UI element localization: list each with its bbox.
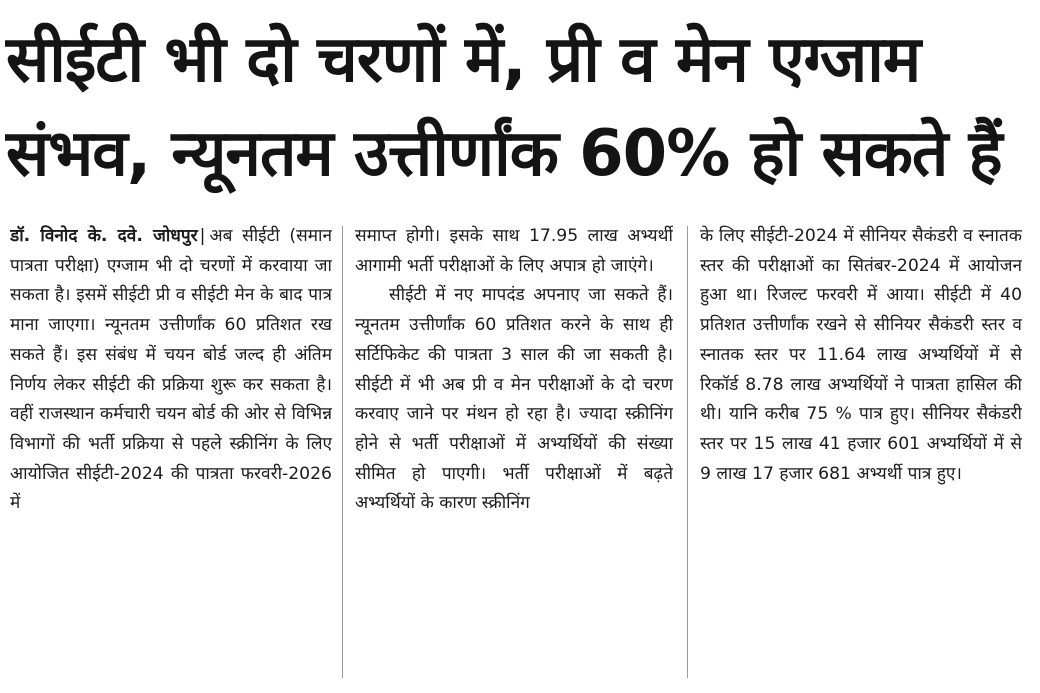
byline: डॉ. विनोद के. दवे. जोधपुर: [10, 226, 198, 246]
article-column-2: [355, 222, 673, 684]
column-1-lead-text: अब सीईटी (समान पात्रता परीक्षा) एग्जाम भी दो चरणों में करवाया जा सकता है। इसमें सीईटी प्री व सीईटी मेन के बाद पात्र माना जाएगा। न्यूनतम उत्तीर्णांक 60 प्रतिशत रख सकते हैं। इस संबंध में चयन बोर्ड जल्द ही अंतिम निर्णय लेकर सीईटी की प्रक्रिया शुरू कर सकता है। वहीं राजस्थान कर्मचारी चयन बोर्ड की ओर से विभिन्न विभागों की भर्ती प्रक्रिया से पहले स्क्रीनिंग के लिए आयोजित सीईटी-2024 की पात्रता फरवरी-2026 में: [10, 226, 332, 514]
byline-separator: |: [199, 226, 206, 246]
column-2-paragraph-2: सीईटी में नए मापदंड अपनाए जा सकते हैं। न्यूनतम उत्तीर्णांक 60 प्रतिशत करने के साथ ही सर्टिफिकेट की पात्रता 3 साल की जा सकती है। सीईटी में भी अब प्री व मेन परीक्षाओं के दो चरण करवाए जाने पर मंथन हो रहा है। ज्यादा स्क्रीनिंग होने से भर्ती परीक्षाओं में अभ्यर्थियों की संख्या सीमित हो पाएगी। भर्ती परीक्षाओं में बढ़ते अभ्यर्थियों के कारण स्क्रीनिंग: [355, 285, 673, 514]
article-column-3: [700, 222, 1022, 684]
headline-line-2: संभव, न्यूनतम उत्तीर्णांक 60% हो सकते हैं: [6, 117, 1002, 191]
column-3-paragraph: के लिए सीईटी-2024 में सीनियर सैकंडरी व स्नातक स्तर की परीक्षाओं का सितंबर-2024 में आयोजन हुआ था। रिजल्ट फरवरी में आया। सीईटी में 40 प्रतिशत उत्तीर्णांक रखने से सीनियर सैकंडरी स्तर व स्नातक स्तर पर 11.64 लाख अभ्यर्थियों में से रिकॉर्ड 8.78 लाख अभ्यर्थियों ने पात्रता हासिल की थी। यानि करीब 75 % पात्र हुए। सीनियर सैकंडरी स्तर पर 15 लाख 41 हजार 601 अभ्यर्थियों में से 9 लाख 17 हजार 681 अभ्यर्थी पात्र हुए।: [700, 226, 1022, 484]
column-divider-2: [687, 226, 688, 678]
article-column-1: [10, 222, 332, 684]
headline: [6, 8, 1034, 204]
headline-line-1: सीईटी भी दो चरणों में, प्री व मेन एग्जाम: [6, 23, 921, 97]
column-divider-1: [342, 226, 343, 678]
column-1-paragraph: [10, 222, 332, 519]
column-2-paragraph-1: समाप्त होगी। इसके साथ 17.95 लाख अभ्यर्थी आगामी भर्ती परीक्षाओं के लिए अपात्र हो जाएंगे।: [355, 226, 673, 276]
